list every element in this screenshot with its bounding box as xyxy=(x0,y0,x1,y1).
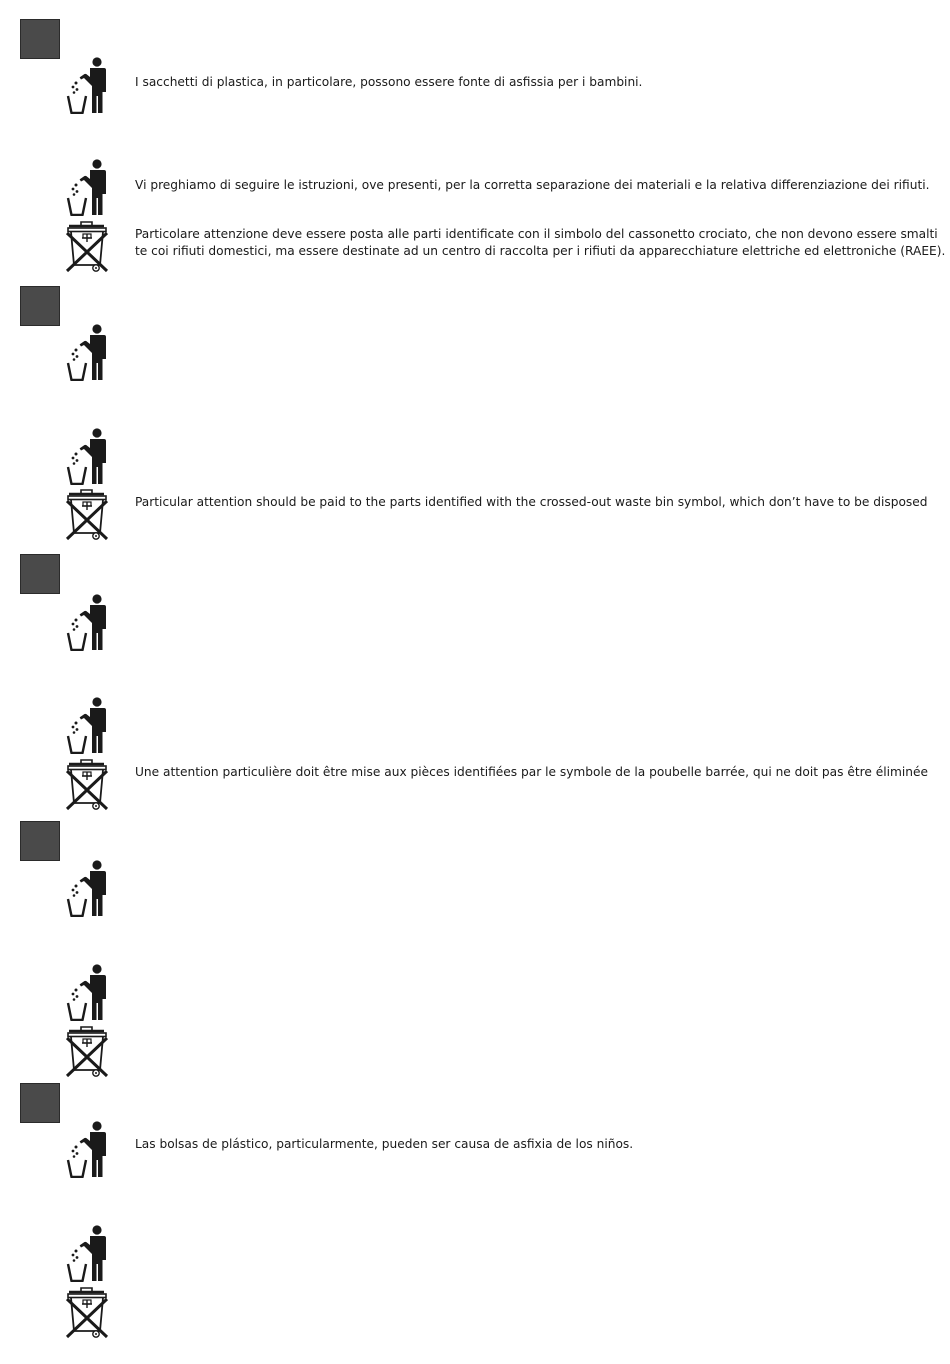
plastic-bags-warning-text: I sacchetti di plastica, in particolare, possono essere fonte di asfissia per i bambini. xyxy=(135,75,643,89)
raee-text-line-1: Une attention particulière doit être mise aux pièces identifiées par le symbole de la poubelle barrée, qui ne doit pas être éliminée xyxy=(135,765,928,779)
waste-separation-text: Vi preghiamo di seguire le istruzioni, ove presenti, per la corretta separazione dei materiali e la relativa differenziazione dei rifiuti. xyxy=(135,178,930,192)
section-marker-square xyxy=(20,554,60,594)
plastic-bags-warning-text: Las bolsas de plástico, particularmente, pueden ser causa de asfixia de los niños. xyxy=(135,1137,634,1151)
litter-icon xyxy=(64,323,112,381)
section-marker-square xyxy=(20,821,60,861)
crossed-bin-icon xyxy=(64,759,112,813)
litter-icon xyxy=(64,1120,112,1178)
section-marker-square xyxy=(20,286,60,326)
litter-icon xyxy=(64,859,112,917)
raee-text-line-2: te coi rifiuti domestici, ma essere destinate ad un centro di raccolta per i rifiuti da apparecchiature elettriche ed elettroniche (RAEE). xyxy=(135,244,946,258)
litter-icon xyxy=(64,56,112,114)
raee-text-line-1: Particolare attenzione deve essere posta alle parti identificate con il simbolo del cassonetto crociato, che non devono essere smalti xyxy=(135,227,938,241)
crossed-bin-icon xyxy=(64,1287,112,1341)
litter-icon xyxy=(64,593,112,651)
section-marker-square xyxy=(20,19,60,59)
litter-icon xyxy=(64,696,112,754)
litter-icon xyxy=(64,427,112,485)
crossed-bin-icon xyxy=(64,1026,112,1080)
section-marker-square xyxy=(20,1083,60,1123)
raee-text-line-1: Particular attention should be paid to the parts identified with the crossed-out waste bin symbol, which don’t have to be disposed xyxy=(135,495,928,509)
litter-icon xyxy=(64,1224,112,1282)
crossed-bin-icon xyxy=(64,221,112,275)
crossed-bin-icon xyxy=(64,489,112,543)
litter-icon xyxy=(64,963,112,1021)
litter-icon xyxy=(64,158,112,216)
